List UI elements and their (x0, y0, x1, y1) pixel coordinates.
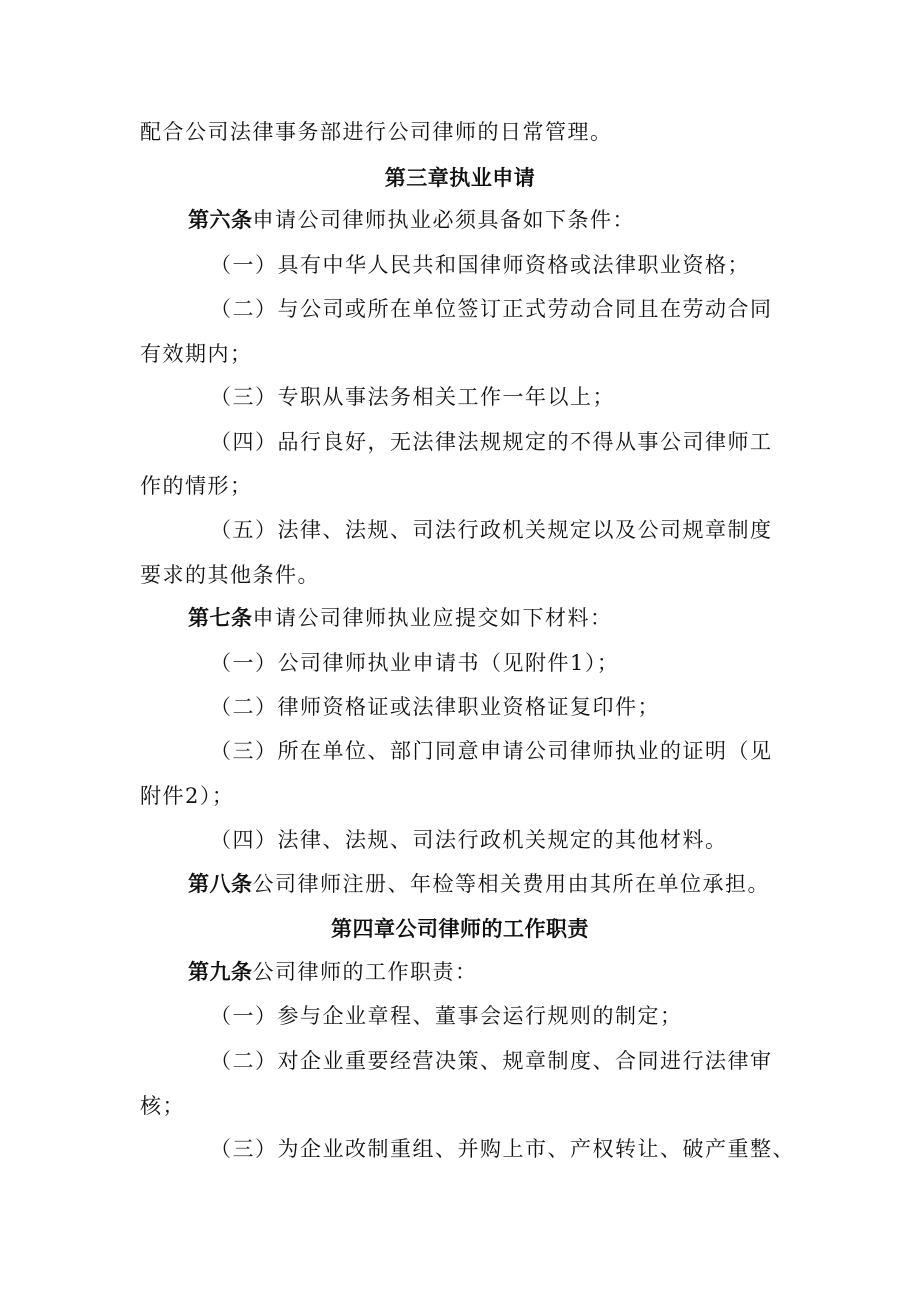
list-item: （三）所在单位、部门同意申请公司律师执业的证明（见 (210, 739, 773, 763)
article-9 (188, 958, 848, 986)
article-number: 第六条 (188, 208, 253, 232)
list-item-continuation: 要求的其他条件。 (140, 563, 320, 587)
article-8 (188, 870, 848, 898)
list-item: （三）专职从事法务相关工作一年以上； (210, 385, 615, 409)
article-text: 公司律师注册、年检等相关费用由其所在单位承担。 (252, 872, 770, 896)
article-text: 公司律师的工作职责： (252, 960, 478, 984)
list-item: （四）法律、法规、司法行政机关规定的其他材料。 (210, 828, 728, 852)
list-item-continuation: 核； (140, 1094, 185, 1118)
article-number: 第八条 (188, 872, 253, 896)
list-item: （一）参与企业章程、董事会运行规则的制定； (210, 1004, 683, 1028)
list-item-continuation: 作的情形； (140, 474, 253, 498)
article-text: 申请公司律师执业应提交如下材料： (252, 606, 613, 630)
list-item-continuation: 有效期内； (140, 342, 253, 366)
list-item-continuation: 附件2）； (140, 784, 235, 808)
list-item: （二）律师资格证或法律职业资格证复印件； (210, 695, 660, 719)
article-number: 第九条 (188, 960, 253, 984)
list-item: （二）与公司或所在单位签订正式劳动合同且在劳动合同 (210, 297, 773, 321)
list-item: （五）法律、法规、司法行政机关规定以及公司规章制度 (210, 518, 773, 542)
article-6 (188, 206, 848, 234)
article-7 (188, 604, 848, 632)
chapter-heading-4: 第四章公司律师的工作职责 (331, 917, 589, 941)
list-item: （二）对企业重要经营决策、规章制度、合同进行法律审 (210, 1049, 773, 1073)
article-number: 第七条 (188, 606, 253, 630)
list-item: （四）品行良好，无法律法规规定的不得从事公司律师工 (210, 430, 773, 454)
list-item: （一）具有中华人民共和国律师资格或法律职业资格； (210, 253, 750, 277)
article-text: 申请公司律师执业必须具备如下条件： (252, 208, 635, 232)
chapter-heading-3: 第三章执业申请 (384, 166, 536, 190)
list-item: （三）为企业改制重组、并购上市、产权转让、破产重整、 (210, 1137, 795, 1161)
list-item: （一）公司律师执业申请书（见附件1）； (210, 651, 620, 675)
paragraph-line: 配合公司法律事务部进行公司律师的日常管理。 (140, 120, 613, 144)
